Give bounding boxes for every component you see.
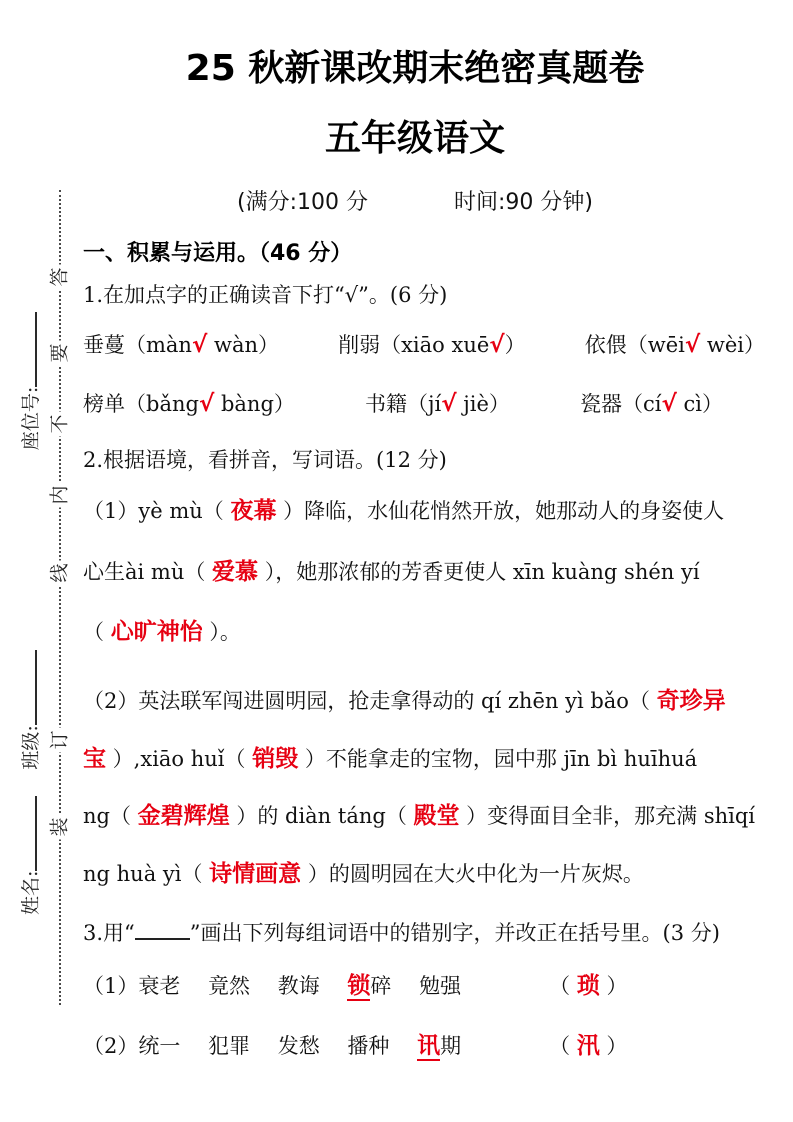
answer-text-red: √ <box>489 332 505 358</box>
text-segment: 依偎（wēi <box>584 333 685 357</box>
q1-item-chuiman <box>83 316 279 374</box>
fold-char: 内 <box>50 482 71 507</box>
text-segment: （ <box>549 974 577 998</box>
text-segment: 瓷器（cí <box>580 392 662 416</box>
q1-item-yiwei <box>585 316 765 374</box>
q2-stem: 2.根据语境，看拼音，写词语。(12 分) <box>83 448 447 472</box>
text-segment: 垂蔓（màn <box>83 333 192 357</box>
time-info: 时间:90 分钟) <box>454 190 593 215</box>
text-segment: ）的 diàn táng（ <box>229 804 414 828</box>
q2-part2-line-4 <box>83 845 775 903</box>
text-segment: ） <box>504 333 526 357</box>
answer-text-red: 汛 <box>576 1033 600 1059</box>
text-segment: （ <box>549 1034 577 1058</box>
q2-part1-line-1 <box>83 482 775 540</box>
q3-stem <box>83 904 775 962</box>
answer-text-red: 心旷神怡 <box>110 619 203 645</box>
text-segment: ）变得面目全非，那充满 shīqí <box>459 804 756 828</box>
text-segment: 3.用“ <box>83 921 135 945</box>
q2-part1-line-3 <box>83 603 775 661</box>
text-segment: 削弱（xiāo xuē <box>338 333 490 357</box>
text-segment: ng huà yì（ <box>83 862 210 886</box>
text-segment: ） <box>599 974 628 998</box>
text-segment: jiè） <box>456 392 510 416</box>
student-info-strip <box>16 275 43 915</box>
text-segment: ng（ <box>83 804 138 828</box>
answer-text-red: 诗情画意 <box>209 861 302 887</box>
name-blank-line <box>17 796 37 871</box>
answer-text-red: 宝 <box>83 746 106 772</box>
text-segment: （1）yè mù（ <box>83 499 231 523</box>
answer-text-red: 销毁 <box>252 746 299 772</box>
exam-title: 25 秋新课改期末绝密真题卷 <box>185 48 645 89</box>
exam-info-line <box>75 190 755 216</box>
text-segment: （2）英法联军闯进圆明园，抢走拿得动的 qí zhēn yì bǎo（ <box>83 689 657 713</box>
q1-item-bangdan <box>83 375 295 433</box>
answer-text-red: √ <box>441 391 457 417</box>
q3-row-2 <box>83 1017 775 1075</box>
answer-text-red: 爱慕 <box>212 559 259 585</box>
class-label: 班级: <box>20 725 42 770</box>
fold-char: 订 <box>50 727 71 752</box>
text-segment: ），她那浓郁的芳香更使人 xīn kuàng shén yí <box>258 560 700 584</box>
answer-text-red: √ <box>191 332 208 358</box>
text-segment: ）降临，水仙花悄然开放，她那动人的身姿使人 <box>276 499 725 523</box>
text-segment: cì） <box>676 392 723 416</box>
q1-item-xueruo <box>338 316 526 374</box>
text-segment: 期 <box>440 1034 462 1058</box>
q1-row-2 <box>83 375 775 433</box>
text-segment: （ <box>83 620 111 644</box>
name-label: 姓名: <box>20 870 42 915</box>
fold-char: 装 <box>50 814 71 839</box>
text-segment: ）。 <box>202 620 241 644</box>
score-info: (满分:100 分 <box>237 190 368 215</box>
answer-text-red: √ <box>684 332 701 358</box>
exam-subtitle: 五年级语文 <box>324 118 505 159</box>
fold-char: 线 <box>50 560 71 585</box>
answer-text-red: √ <box>661 391 677 417</box>
fold-char: 答 <box>50 264 71 289</box>
text-segment: 书籍（jí <box>364 392 442 416</box>
answer-text-red: 琐 <box>576 973 600 999</box>
seat-label: 座位号: <box>20 386 42 451</box>
text-segment: ）不能拿走的宝物，园中那 jīn bì huīhuá <box>298 747 698 771</box>
answer-text-red: 奇珍异 <box>656 688 726 714</box>
q1-item-ciqi <box>580 375 723 433</box>
text-segment: wèi） <box>700 333 765 357</box>
text-segment: 榜单（bǎng <box>83 392 199 416</box>
exam-body <box>83 225 775 1075</box>
q2-part2-line-2 <box>83 730 775 788</box>
text-segment: ”画出下列每组词语中的错别字，并改正在括号里。(3 分) <box>189 921 720 945</box>
answer-text-red: 殿堂 <box>413 803 460 829</box>
q3-row-1 <box>83 957 775 1015</box>
answer-text-red: 锁 <box>347 973 371 999</box>
answer-text-red: 金碧辉煌 <box>137 803 230 829</box>
text-segment: （1）衰老 竟然 教诲 <box>83 974 348 998</box>
text-segment: ）,xiāo huǐ（ <box>106 747 253 771</box>
text-segment: 心生ài mù（ <box>83 560 213 584</box>
text-segment: （2）统一 犯罪 发愁 播种 <box>83 1034 418 1058</box>
section-1-heading: 一、积累与运用。（46 分） <box>83 241 353 266</box>
text-segment: ）的圆明园在大火中化为一片灰烬。 <box>301 862 644 886</box>
fold-char: 不 <box>50 411 71 436</box>
blank-segment <box>135 919 190 940</box>
text-segment: 碎 勉强 <box>370 974 462 998</box>
answer-text-red: 讯 <box>417 1033 441 1059</box>
fold-char: 要 <box>50 340 71 365</box>
class-blank-line <box>17 650 37 725</box>
q1-row-1 <box>83 316 775 374</box>
binding-fold-line <box>59 190 61 1005</box>
answer-text-red: 夜幕 <box>230 498 277 524</box>
seat-blank-line <box>17 312 37 387</box>
q2-part1-line-2 <box>83 543 775 601</box>
answer-text-red: √ <box>198 391 215 417</box>
q1-item-shuji <box>365 375 510 433</box>
text-segment: wàn） <box>207 333 280 357</box>
q2-part2-line-1 <box>83 672 775 730</box>
text-segment: bàng） <box>214 392 295 416</box>
q1-stem: 1.在加点字的正确读音下打“√”。(6 分) <box>83 283 448 307</box>
exam-header <box>75 0 755 216</box>
q2-part2-line-3 <box>83 787 775 845</box>
text-segment: ） <box>599 1034 628 1058</box>
